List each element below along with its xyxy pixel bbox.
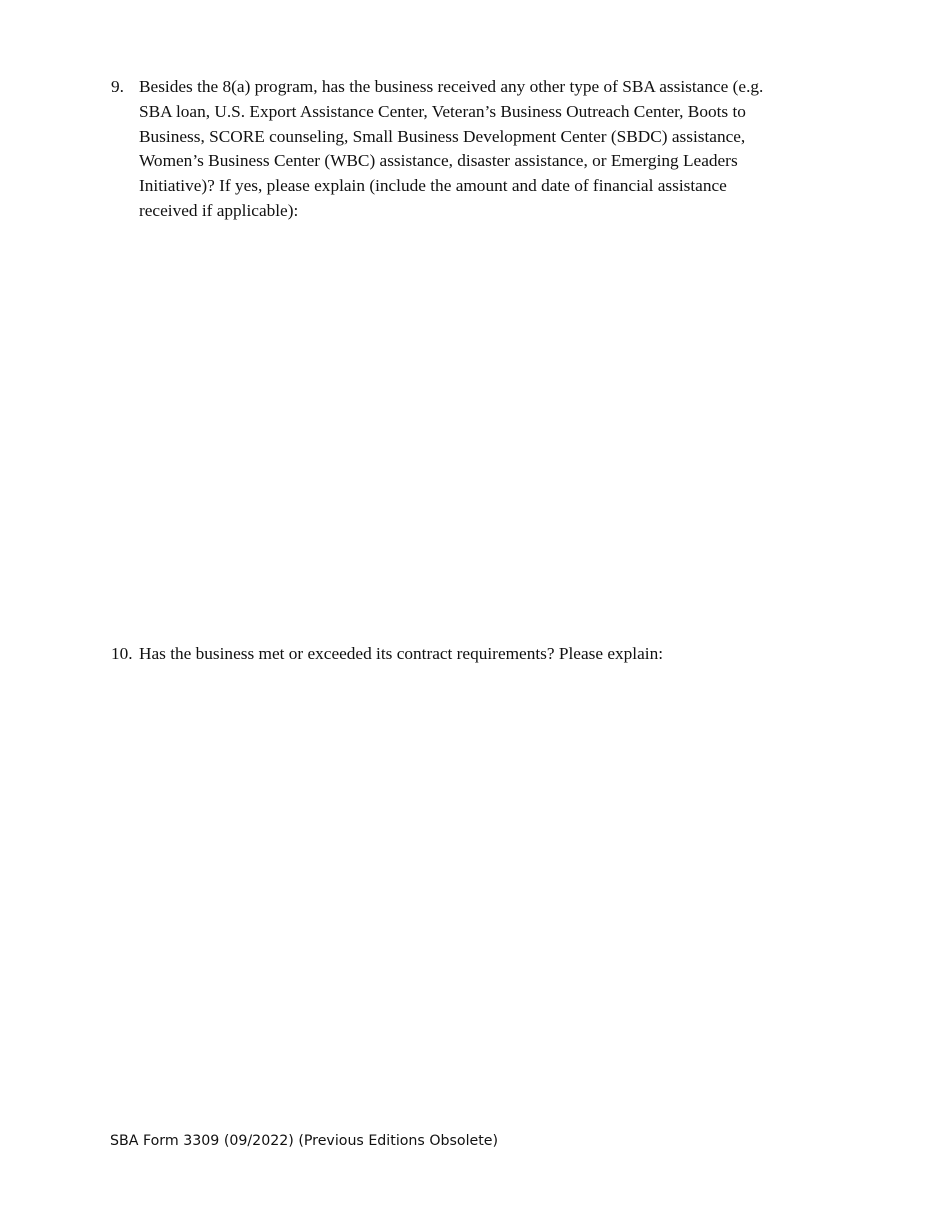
question-text-line: Has the business met or exceeded its contract requirements? Please explain: (139, 644, 664, 663)
form-footer: SBA Form 3309 (09/2022) (Previous Editions Obsolete) (110, 1133, 499, 1149)
question-text-line: Business, SCORE counseling, Small Business Development Center (SBDC) assistance, (139, 126, 746, 146)
question-text-line: Initiative)? If yes, please explain (include the amount and date of financial assistance (139, 176, 727, 196)
question-text (139, 75, 831, 224)
question-text-line: Besides the 8(a) program, has the business received any other type of SBA assistance (e.g. (139, 77, 764, 96)
question-number: 10. (111, 644, 133, 663)
question-text (139, 642, 831, 667)
question-10 (111, 642, 831, 667)
question-9 (111, 75, 831, 224)
question-number: 9. (111, 77, 124, 96)
question-text-line: received if applicable): (139, 200, 299, 220)
question-text-line: SBA loan, U.S. Export Assistance Center, Veteran’s Business Outreach Center, Boots to (139, 101, 746, 121)
question-text-line: Women’s Business Center (WBC) assistance, disaster assistance, or Emerging Leaders (139, 151, 738, 171)
